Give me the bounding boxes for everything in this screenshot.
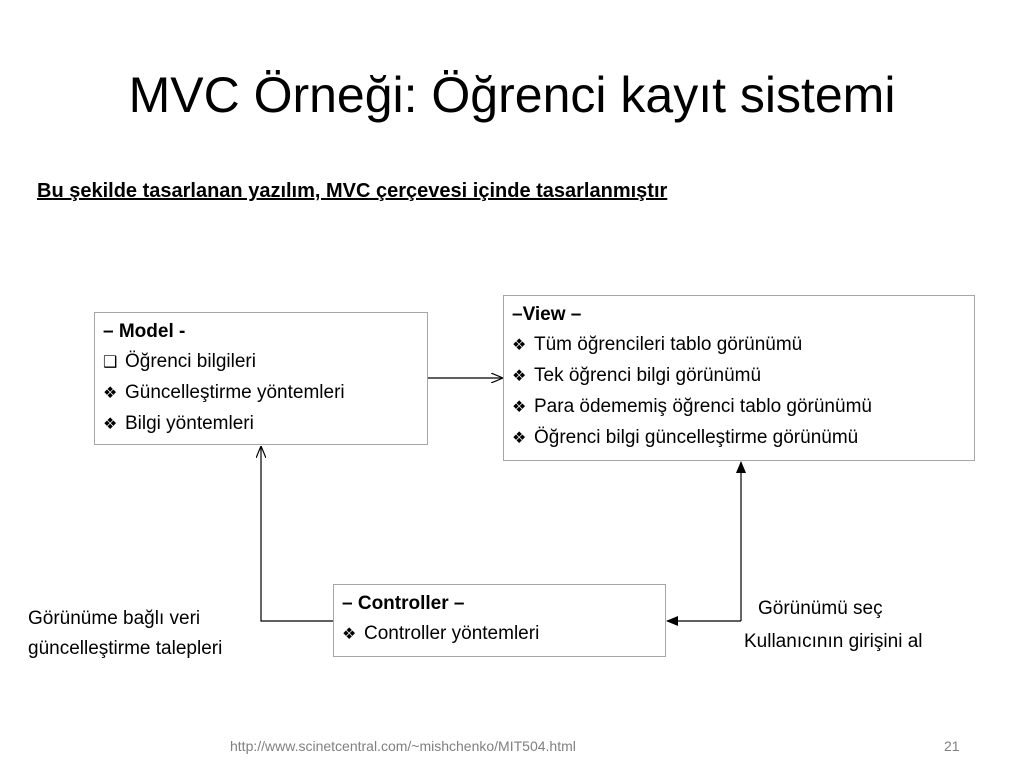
view-item-label: Para ödememiş öğrenci tablo görünümü — [534, 396, 872, 417]
diamond-bullet-icon: ❖ — [103, 416, 118, 433]
note-line: güncelleştirme talepleri — [28, 638, 223, 659]
view-item-label: Tüm öğrencileri tablo görünümü — [534, 334, 803, 355]
slide-title: MVC Örneği: Öğrenci kayıt sistemi — [128, 67, 896, 123]
view-item — [512, 330, 974, 361]
diamond-bullet-icon: ❖ — [512, 368, 527, 385]
note-user-input: Kullanıcının girişini al — [744, 631, 923, 652]
controller-heading: – Controller – — [342, 593, 465, 614]
diamond-bullet-icon: ❖ — [512, 430, 527, 447]
model-item-label: Güncelleştirme yöntemleri — [125, 382, 345, 403]
diamond-bullet-icon: ❖ — [342, 626, 357, 643]
controller-item-label: Controller yöntemleri — [364, 623, 540, 644]
model-box — [94, 312, 428, 445]
note-select-view: Görünümü seç — [758, 598, 883, 619]
diamond-bullet-icon: ❖ — [512, 399, 527, 416]
diamond-bullet-icon: ❖ — [512, 337, 527, 354]
checkbox-bullet-icon: ❑ — [103, 354, 118, 371]
slide-number: 21 — [944, 738, 960, 754]
view-heading: –View – — [512, 304, 582, 325]
view-item — [512, 392, 974, 423]
model-item-label: Öğrenci bilgileri — [125, 351, 256, 372]
slide-subtitle: Bu şekilde tasarlanan yazılım, MVC çerçevesi içinde tasarlanmıştır — [37, 180, 668, 202]
note-update-requests — [28, 604, 222, 664]
arrow-controller-to-model — [261, 447, 333, 621]
controller-box — [333, 584, 666, 657]
model-heading: – Model - — [103, 321, 186, 342]
model-item — [103, 347, 427, 378]
model-item — [103, 378, 427, 409]
footer-source-url: http://www.scinetcentral.com/~mishchenko/MIT504.html — [230, 738, 576, 754]
diamond-bullet-icon: ❖ — [103, 385, 118, 402]
controller-item — [342, 619, 665, 650]
view-item — [512, 361, 974, 392]
model-item-label: Bilgi yöntemleri — [125, 413, 254, 434]
view-item — [512, 423, 974, 454]
view-item-label: Öğrenci bilgi güncelleştirme görünümü — [534, 427, 859, 448]
model-item — [103, 409, 427, 440]
view-item-label: Tek öğrenci bilgi görünümü — [534, 365, 762, 386]
view-box — [503, 295, 975, 461]
note-line: Görünüme bağlı veri — [28, 608, 201, 629]
